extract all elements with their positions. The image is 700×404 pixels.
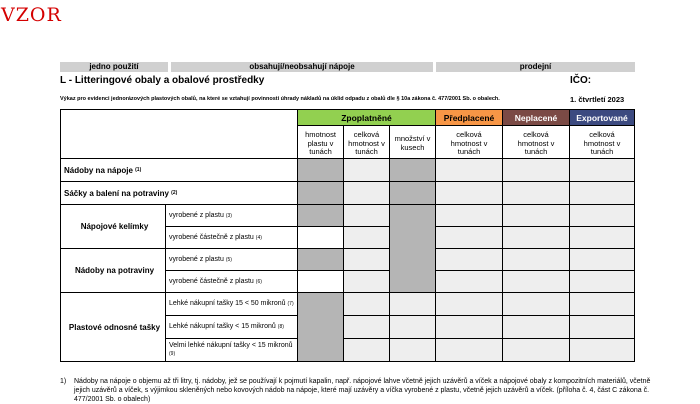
input-bags-light-count[interactable] [389,292,436,316]
subrow-bags-light-lt15 [165,315,298,339]
input-drink-total-mass[interactable] [343,158,390,182]
input-food-plastic-unpaid[interactable] [502,248,570,271]
input-cups-plastic-mass[interactable] [297,204,344,227]
input-bags-light-lt15-unpaid[interactable] [502,315,570,339]
footnote-text: Nádoby na nápoje o objemu až tři litry, tj. nádoby, jež se používají k pojmutí kapalin, např. nápojové lahve včetně jejich uzávěrů a víček a nápojové obaly z kompozitních materiálů, včetně jejich uzávěrů a víček, s výjimkou skleněných nebo kovových nádob na nápoje, které mají uzávěry a víčka vyrobené z plastu, včetně jejich uzávěrů a víček. (příloha č. 4, část C zákona č. 477/2001 Sb. o obalech) [74,378,651,403]
input-wrappers-exported[interactable] [569,181,635,205]
input-wrappers-total-mass[interactable] [343,181,390,205]
group-header-charged: Zpoplatněné [297,109,436,126]
subrow-cups-plastic [165,204,298,227]
ref-7: (7) [287,301,294,307]
header-single-use: jedno použití [60,62,168,72]
input-bags-very-light-prepaid[interactable] [435,338,503,362]
input-bags-light-lt15-exported[interactable] [569,315,635,339]
group-header-unpaid: Neplacené [502,109,570,126]
subrow-bags-light [165,292,298,316]
row-label-cups: Nápojové kelímky [60,204,166,249]
row-label-drink-containers-text: Nádoby na nápoje [64,165,133,175]
input-cups-partly-mass[interactable] [297,226,344,249]
subheader-prepaid-mass [435,125,503,159]
row-label-bags-wrappers [60,181,298,205]
input-cups-partly-total[interactable] [343,226,390,249]
input-wrappers-prepaid[interactable] [435,181,503,205]
ico-label: IČO: [570,75,592,86]
row-label-food-containers: Nádoby na potraviny [60,248,166,293]
ref-4: (4) [255,234,262,241]
input-cups-plastic-unpaid[interactable] [502,204,570,227]
ref-3: (3) [225,212,232,219]
input-bags-very-light-unpaid[interactable] [502,338,570,362]
reporting-period: 1. čtvrtletí 2023 [570,95,625,104]
subheader-exported-mass-text: celková hmotnost v tunách [583,130,621,156]
subrow-food-partly [165,270,298,293]
form-title: L - Litteringové obaly a obalové prostředky [60,75,265,86]
subrow-food-plastic-text: vyrobené z plastu [169,255,224,263]
ref-8: (8) [277,324,284,330]
input-bags-very-light-count[interactable] [389,338,436,362]
input-food-partly-exported[interactable] [569,270,635,293]
subrow-bags-very-light-text [169,342,297,358]
input-wrappers-count[interactable] [389,181,436,205]
subheader-total-mass [343,125,390,159]
header-contains-drinks: obsahují/neobsahují nápoje [171,62,433,72]
input-food-plastic-exported[interactable] [569,248,635,271]
input-drink-unpaid[interactable] [502,158,570,182]
subrow-bags-very-light-label: Velmi lehké nákupní tašky < 15 mikronů [169,342,293,349]
input-cups-plastic-prepaid[interactable] [435,204,503,227]
input-bags-light-total[interactable] [343,292,390,316]
subheader-total-mass-text: celková hmotnost v tunách [348,130,385,156]
input-bags-light-prepaid[interactable] [435,292,503,316]
table-corner [60,109,298,159]
subrow-bags-light-lt15-text [169,323,284,331]
subheader-count-text: množství v kusech [394,134,431,152]
sample-watermark: VZOR [1,4,62,26]
group-header-prepaid: Předplacené [435,109,503,126]
form-description: Výkaz pro evidenci jednorázových plastových obalů, na které se vztahují povinnosti úhrady nákladů na úklid odpadu z obalů dle § 10a zákona č. 477/2001 Sb. o obalech. [60,96,500,102]
footnote [60,377,660,404]
subheader-mass-plastic-text: hmotnost plastu v tunách [305,130,336,156]
subrow-bags-light-lt15-label: Lehké nákupní tašky < 15 mikronů [169,323,276,330]
ref-6: (6) [255,278,262,285]
subheader-unpaid-mass [502,125,570,159]
row-label-bags-wrappers-text: Sáčky a balení na potraviny [64,188,169,198]
input-cups-partly-exported[interactable] [569,226,635,249]
input-bags-mass-plastic[interactable] [297,292,344,362]
subrow-cups-partly [165,226,298,249]
subheader-prepaid-mass-text: celková hmotnost v tunách [450,130,488,156]
header-sales: prodejní [436,62,635,72]
input-food-partly-mass[interactable] [297,270,344,293]
subheader-unpaid-mass-text: celková hmotnost v tunách [517,130,555,156]
input-drink-mass-plastic[interactable] [297,158,344,182]
ref-5: (5) [225,256,232,263]
input-wrappers-mass-plastic[interactable] [297,181,344,205]
input-bags-light-exported[interactable] [569,292,635,316]
input-bags-light-lt15-count[interactable] [389,315,436,339]
input-cups-partly-prepaid[interactable] [435,226,503,249]
footnote-number: 1) [60,378,67,385]
subrow-food-partly-text: vyrobené částečně z plastu [169,277,254,285]
subrow-bags-light-label: Lehké nákupní tašky 15 < 50 mikronů [169,300,286,307]
input-cups-food-count[interactable] [389,204,436,293]
group-header-exported: Exportované [569,109,635,126]
input-cups-plastic-exported[interactable] [569,204,635,227]
input-cups-plastic-total[interactable] [343,204,390,227]
input-wrappers-unpaid[interactable] [502,181,570,205]
input-food-partly-unpaid[interactable] [502,270,570,293]
input-food-partly-total[interactable] [343,270,390,293]
subrow-cups-partly-text: vyrobené částečně z plastu [169,233,254,241]
input-bags-very-light-exported[interactable] [569,338,635,362]
input-bags-light-lt15-prepaid[interactable] [435,315,503,339]
ref-1: (1) [135,167,142,173]
input-cups-partly-unpaid[interactable] [502,226,570,249]
input-drink-count[interactable] [389,158,436,182]
row-label-bags: Plastové odnosné tašky [60,292,166,362]
subrow-food-plastic [165,248,298,271]
input-drink-exported[interactable] [569,158,635,182]
input-bags-light-lt15-total[interactable] [343,315,390,339]
row-label-drink-containers [60,158,298,182]
subheader-exported-mass [569,125,635,159]
input-food-plastic-total[interactable] [343,248,390,271]
ref-9: (9) [169,351,176,357]
subrow-bags-light-text [169,300,294,308]
input-bags-very-light-total[interactable] [343,338,390,362]
input-food-plastic-prepaid[interactable] [435,248,503,271]
subheader-mass-plastic [297,125,344,159]
input-food-partly-prepaid[interactable] [435,270,503,293]
subheader-count [389,125,436,159]
input-food-plastic-mass[interactable] [297,248,344,271]
subrow-cups-plastic-text: vyrobené z plastu [169,211,224,219]
subrow-bags-very-light [165,338,298,362]
ref-2: (2) [171,190,178,196]
input-drink-prepaid[interactable] [435,158,503,182]
input-bags-light-unpaid[interactable] [502,292,570,316]
